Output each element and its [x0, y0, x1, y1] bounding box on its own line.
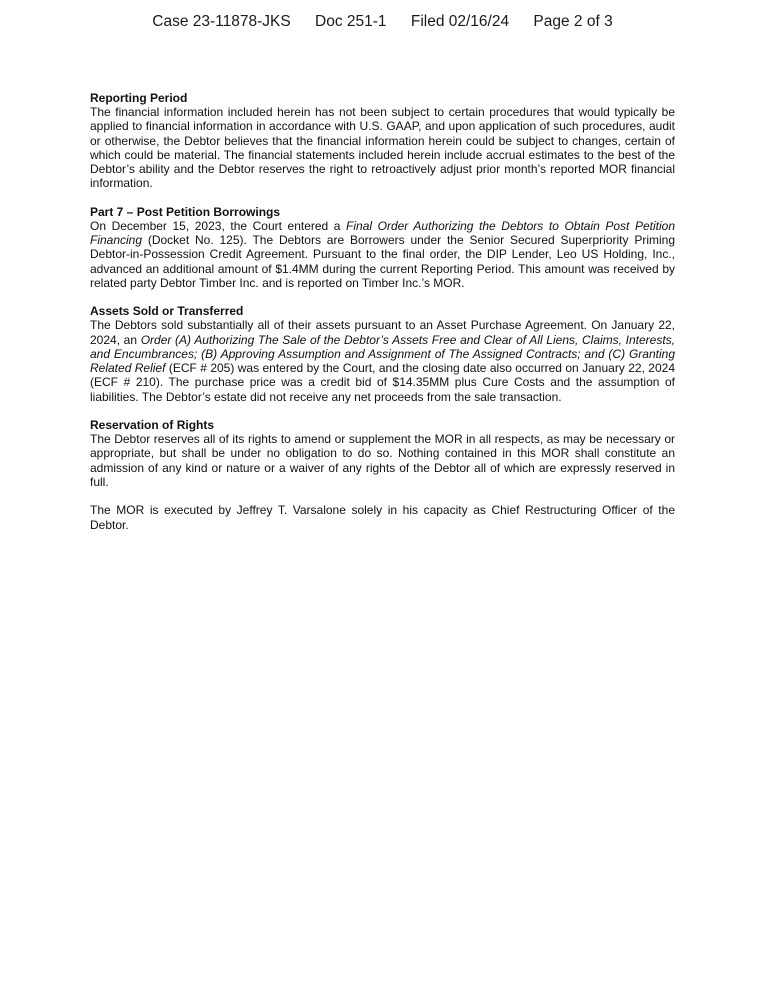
paragraph-text: (Docket No. 125). The Debtors are Borrowers under the Senior Secured Superpriority Priming Debtor-in-Possession Credit Agreement. Pursuant to the final order, the DIP Lender, Leo US Holding, Inc., advanced an additional amount of $1.4MM during the current Reporting Period. This amount was received by related party Debtor Timber Inc. and is reported on Timber Inc.’s MOR.: [90, 233, 675, 290]
section-post-petition-borrowings: [90, 205, 675, 290]
document-body: [90, 91, 675, 546]
page-number: Page 2 of 3: [533, 13, 613, 30]
section-reporting-period: [90, 91, 675, 191]
section-paragraph: The financial information included herein has not been subject to certain procedures that would typically be applied to financial information in accordance with U.S. GAAP, and upon application of such procedures, audit or otherwise, the Debtor believes that the financial information herein could be subject to changes, certain of which could be material. The financial statements included herein include accrual estimates to the best of the Debtor’s ability and the Debtor reserves the right to retroactively adjust prior month’s reported MOR financial information.: [90, 105, 675, 191]
paragraph-text: The Debtors sold substantially all of their assets pursuant to an Asset Purchase Agreement. On January 22, 2024, an: [90, 318, 675, 347]
order-title: Order (A) Authorizing The Sale of the Debtor’s Assets Free and Clear of All Liens, Claims, Interests, and Encumbrances; (B) Approving Assumption and Assignment of The Assigned Contracts; and (C) Granting Related Relief: [90, 332, 675, 376]
section-heading: Reservation of Rights: [90, 418, 215, 433]
section-heading: Assets Sold or Transferred: [90, 304, 244, 319]
section-paragraph: [90, 318, 675, 404]
section-reservation-of-rights: [90, 418, 675, 489]
filed-date: Filed 02/16/24: [410, 13, 510, 30]
section-heading: Reporting Period: [90, 91, 188, 105]
section-paragraph: [90, 219, 675, 290]
paragraph-text: (ECF # 205) was entered by the Court, and the closing date also occurred on January 22, 2024 (ECF # 210). The purchase price was a credit bid of $14.35MM plus Cure Costs and the assumption of liabilities. The Debtor’s estate did not receive any net proceeds from the sale transaction.: [90, 361, 675, 404]
section-paragraph: The Debtor reserves all of its rights to amend or supplement the MOR in all respects, as may be necessary or appropriate, but shall be under no obligation to do so. Nothing contained in this MOR shall constitute an admission of any kind or nature or a waiver of any rights of the Debtor all of which are expressly reserved in full.: [90, 432, 675, 489]
case-number: Case 23-11878-JKS: [152, 13, 291, 30]
execution-statement: The MOR is executed by Jeffrey T. Varsalone solely in his capacity as Chief Restructuring Officer of the Debtor.: [90, 503, 675, 532]
page-header: [0, 13, 765, 31]
order-title: Final Order Authorizing the Debtors to Obtain Post Petition Financing: [90, 218, 675, 248]
section-assets-sold: [90, 304, 675, 404]
document-number: Doc 251-1: [315, 13, 387, 30]
section-heading: Part 7 – Post Petition Borrowings: [90, 204, 281, 219]
paragraph-text: On December 15, 2023, the Court entered a: [90, 218, 347, 233]
section-execution: [90, 503, 675, 532]
